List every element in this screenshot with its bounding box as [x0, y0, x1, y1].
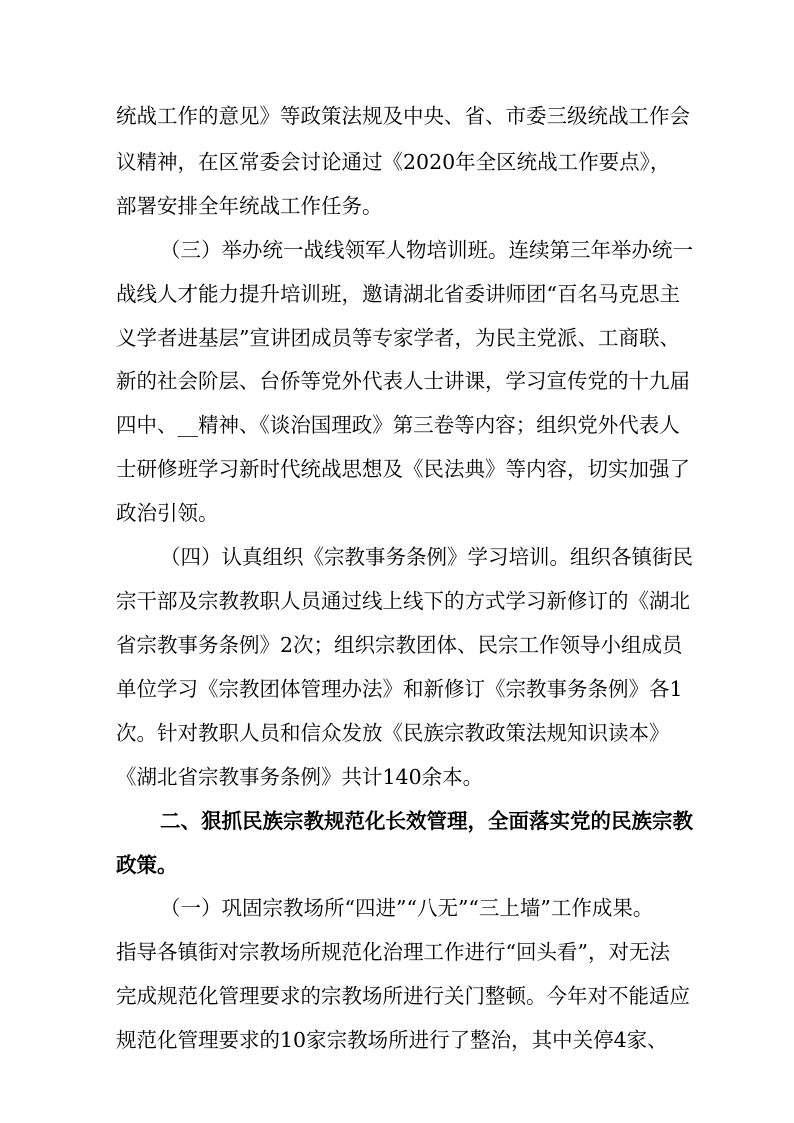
body-text-line: 政治引领。 [116, 501, 219, 525]
body-text-line: 战线人才能力提升培训班，邀请湖北省委讲师团“百名马克思主 [116, 282, 680, 306]
section-3-heading-line: （三）举办统一战线领军人物培训班。连续第三年举办统一 [160, 238, 693, 262]
body-text-line: 新的社会阶层、台侨等党外代表人士讲课，学习宣传党的十九届 [116, 369, 690, 393]
body-text-line: 统战工作的意见》等政策法规及中央、省、市委三级统战工作会 [116, 104, 690, 128]
body-text-line: 单位学习《宗教团体管理办法》和新修订《宗教事务条例》各1 [116, 677, 683, 701]
body-text-line: 宗干部及宗教教职人员通过线上线下的方式学习新修订的《湖北 [116, 589, 690, 613]
body-text-line: 议精神，在区常委会讨论通过《2020年全区统战工作要点》， [116, 150, 671, 174]
subsection-1-heading-line: （一）巩固宗教场所“四进”“八无”“三上墙”工作成果。 [160, 896, 654, 920]
body-text-line: 指导各镇街对宗教场所规范化治理工作进行“回头看”，对无法 [116, 940, 670, 964]
body-text-line: 省宗教事务条例》2次；组织宗教团体、民宗工作领导小组成员 [116, 633, 683, 657]
body-text-line: 规范化管理要求的10家宗教场所进行了整治，其中关停4家、 [116, 1028, 668, 1052]
body-text-line: 《湖北省宗教事务条例》共计140余本。 [116, 765, 484, 789]
body-text-line: 四中、__精神、《谈治国理政》第三卷等内容；组织党外代表人 [116, 413, 680, 437]
body-text-line: 次。针对教职人员和信众发放《民族宗教政策法规知识读本》 [116, 721, 670, 745]
body-text-line: 部署安排全年统战工作任务。 [116, 194, 383, 218]
body-text-line: 完成规范化管理要求的宗教场所进行关门整顿。今年对不能适应 [116, 984, 690, 1008]
body-text-line: 义学者进基层”宣讲团成员等专家学者，为民主党派、工商联、 [116, 326, 680, 350]
section-2-heading: 二、狠抓民族宗教规范化长效管理，全面落实党的民族宗教 [160, 809, 693, 833]
section-2-heading-continued: 政策。 [116, 853, 178, 877]
section-4-heading-line: （四）认真组织《宗教事务条例》学习培训。组织各镇街民 [160, 545, 693, 569]
body-text-line: 士研修班学习新时代统战思想及《民法典》等内容，切实加强了 [116, 457, 690, 481]
